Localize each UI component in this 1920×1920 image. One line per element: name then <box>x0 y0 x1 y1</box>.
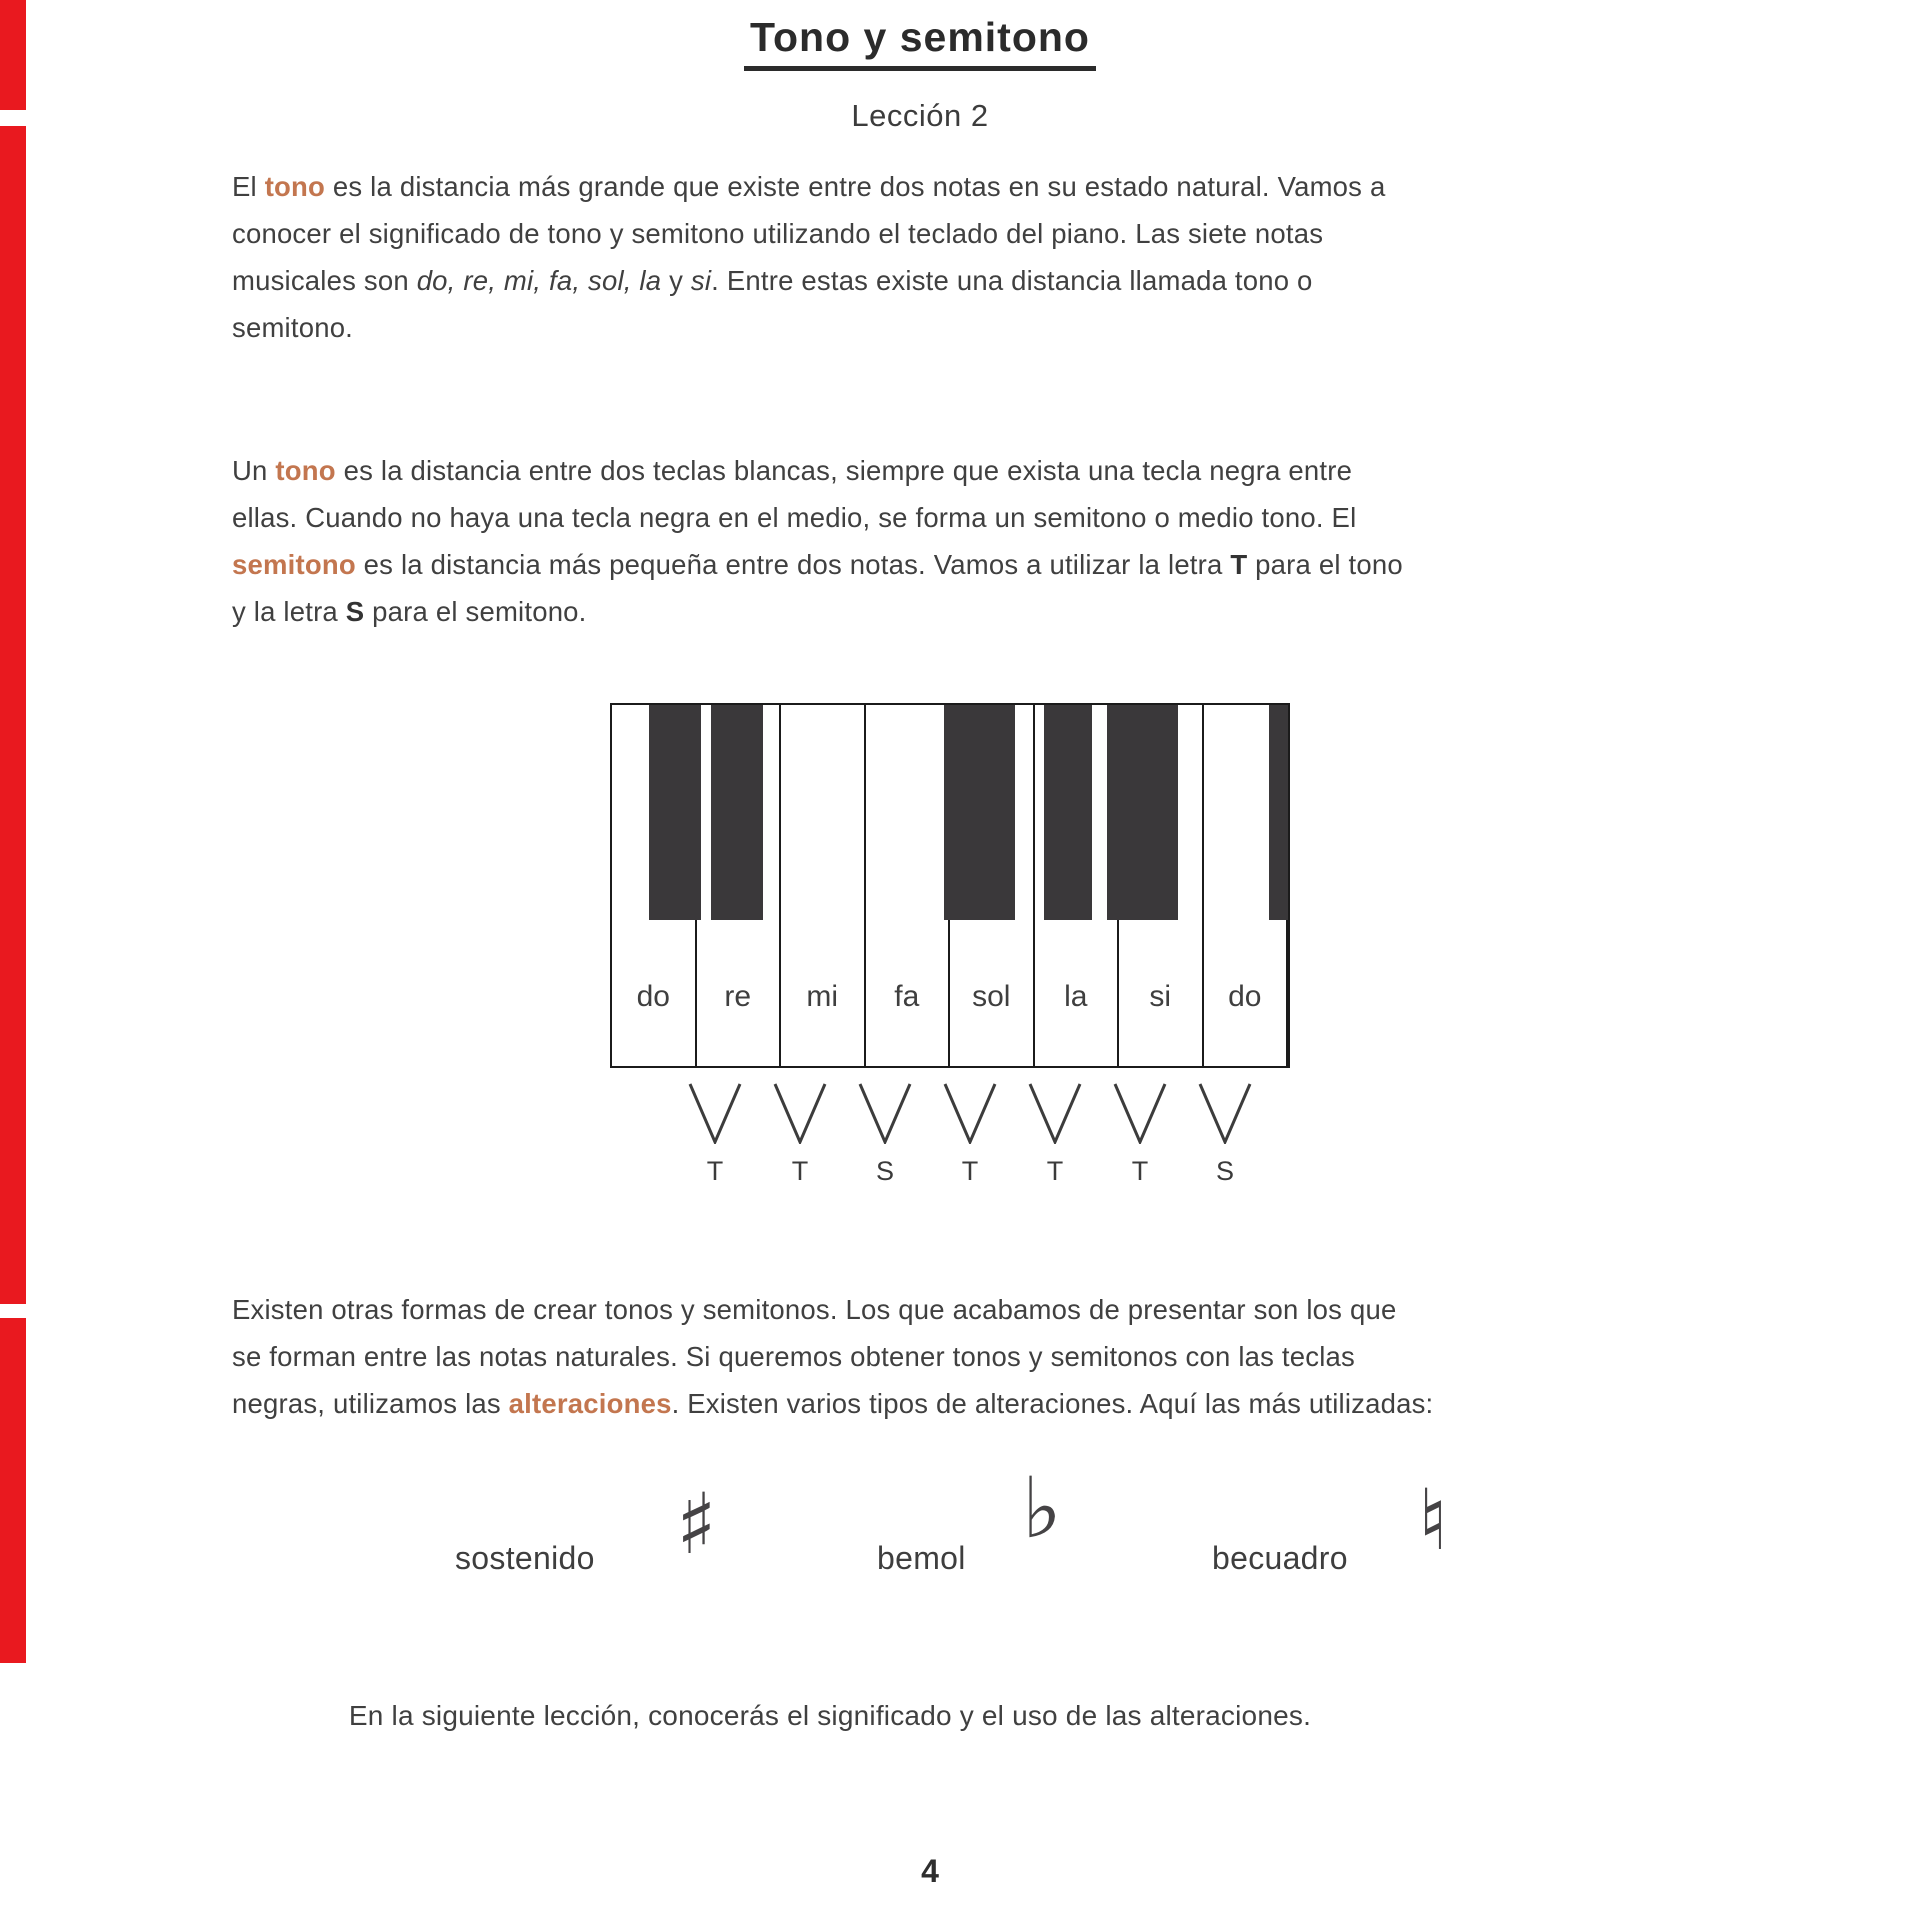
sharp-icon: ♯ <box>676 1475 717 1573</box>
text-run: ellas. Cuando no haya una tecla negra en el medio, se forma un semitono o medio tono. El <box>232 502 1357 533</box>
interval-4 <box>941 1082 999 1187</box>
key-label-re: re <box>724 980 752 1013</box>
black-key-2 <box>944 705 1015 920</box>
chevron-icon <box>1111 1082 1169 1144</box>
interval-5 <box>1026 1082 1084 1187</box>
lesson-label: Lección 2 <box>851 98 989 133</box>
text-run: y la letra <box>232 596 346 627</box>
chevron-icon <box>1026 1082 1084 1144</box>
page-number: 4 <box>921 1853 939 1889</box>
interval-letter: S <box>1215 1156 1234 1186</box>
interval-letter: T <box>1131 1156 1149 1186</box>
key-label-la: la <box>1064 980 1088 1013</box>
bemol-label: bemol <box>877 1540 966 1576</box>
text-run: y <box>661 265 691 296</box>
interval-letter: S <box>875 1156 894 1186</box>
interval-letter: T <box>706 1156 724 1186</box>
flat-icon: ♭ <box>1022 1459 1062 1557</box>
becuadro-label: becuadro <box>1212 1540 1348 1576</box>
interval-letter: T <box>961 1156 979 1186</box>
black-key-3 <box>1044 705 1092 920</box>
page-title: Tono y semitono <box>744 14 1096 71</box>
interval-7 <box>1196 1082 1254 1187</box>
text-run: para el tono <box>1247 549 1403 580</box>
text-run: si <box>690 265 712 296</box>
key-label-do: do <box>1228 980 1262 1013</box>
text-run: tono <box>264 171 326 202</box>
header <box>0 14 1840 71</box>
key-label-mi: mi <box>806 980 839 1013</box>
text-run: do, re, mi, fa, sol, la <box>416 265 662 296</box>
chevron-icon <box>686 1082 744 1144</box>
scan-edge-artifact <box>0 1318 26 1663</box>
piano-keyboard <box>610 703 1290 1068</box>
chevron-icon <box>856 1082 914 1144</box>
natural-icon: ♮ <box>1418 1471 1449 1569</box>
text-run: semitono. <box>232 312 354 343</box>
white-key-fa-3 <box>866 705 951 1066</box>
chevron-icon <box>771 1082 829 1144</box>
text-run: T <box>1230 549 1248 580</box>
text-run: para el semitono. <box>364 596 587 627</box>
interval-2 <box>771 1082 829 1187</box>
interval-letter: T <box>1046 1156 1064 1186</box>
chevron-icon <box>1196 1082 1254 1144</box>
text-run: se forman entre las notas naturales. Si queremos obtener tonos y semitonos con las teclas <box>232 1341 1355 1372</box>
closing-sentence: En la siguiente lección, conocerás el significado y el uso de las alteraciones. <box>348 1700 1312 1731</box>
text-run: tono <box>275 455 336 486</box>
text-run: El <box>232 171 265 202</box>
text-run: alteraciones <box>508 1388 672 1419</box>
black-key-4 <box>1107 705 1178 920</box>
interval-letter: T <box>791 1156 809 1186</box>
text-run: conocer el significado de tono y semitono utilizando el teclado del piano. Las siete notas <box>232 218 1324 249</box>
text-run: es la distancia entre dos teclas blancas, siempre que exista una tecla negra entre <box>335 455 1353 486</box>
black-key-1 <box>711 705 763 920</box>
text-run: S <box>345 596 365 627</box>
black-key-0 <box>649 705 701 920</box>
interval-6 <box>1111 1082 1169 1187</box>
text-run: es la distancia más grande que existe entre dos notas en su estado natural. Vamos a <box>325 171 1386 202</box>
lesson-line <box>0 98 1840 134</box>
sostenido-label: sostenido <box>455 1540 595 1576</box>
paragraph-intro <box>232 163 1385 351</box>
key-label-fa: fa <box>894 980 920 1013</box>
text-run: es la distancia más pequeña entre dos notas. Vamos a utilizar la letra <box>355 549 1231 580</box>
text-run: musicales son <box>232 265 417 296</box>
text-run: . Entre estas existe una distancia llamada tono o <box>711 265 1313 296</box>
scan-edge-artifact <box>0 126 26 1304</box>
interval-1 <box>686 1082 744 1187</box>
text-run: semitono <box>232 549 356 580</box>
interval-row <box>610 1082 1290 1202</box>
white-key-mi-2 <box>781 705 866 1066</box>
chevron-icon <box>941 1082 999 1144</box>
key-label-si: si <box>1149 980 1172 1013</box>
text-run: . Existen varios tipos de alteraciones. Aquí las más utilizadas: <box>671 1388 1434 1419</box>
paragraph-tono-semitono <box>232 447 1403 635</box>
paragraph-alteraciones <box>232 1286 1433 1427</box>
text-run: negras, utilizamos las <box>232 1388 509 1419</box>
text-run: Existen otras formas de crear tonos y semitonos. Los que acabamos de presentar son los que <box>232 1294 1397 1325</box>
interval-3 <box>856 1082 914 1187</box>
key-label-sol: sol <box>972 980 1011 1013</box>
black-key-5 <box>1269 705 1290 920</box>
key-label-do: do <box>636 980 670 1013</box>
text-run: Un <box>232 455 276 486</box>
